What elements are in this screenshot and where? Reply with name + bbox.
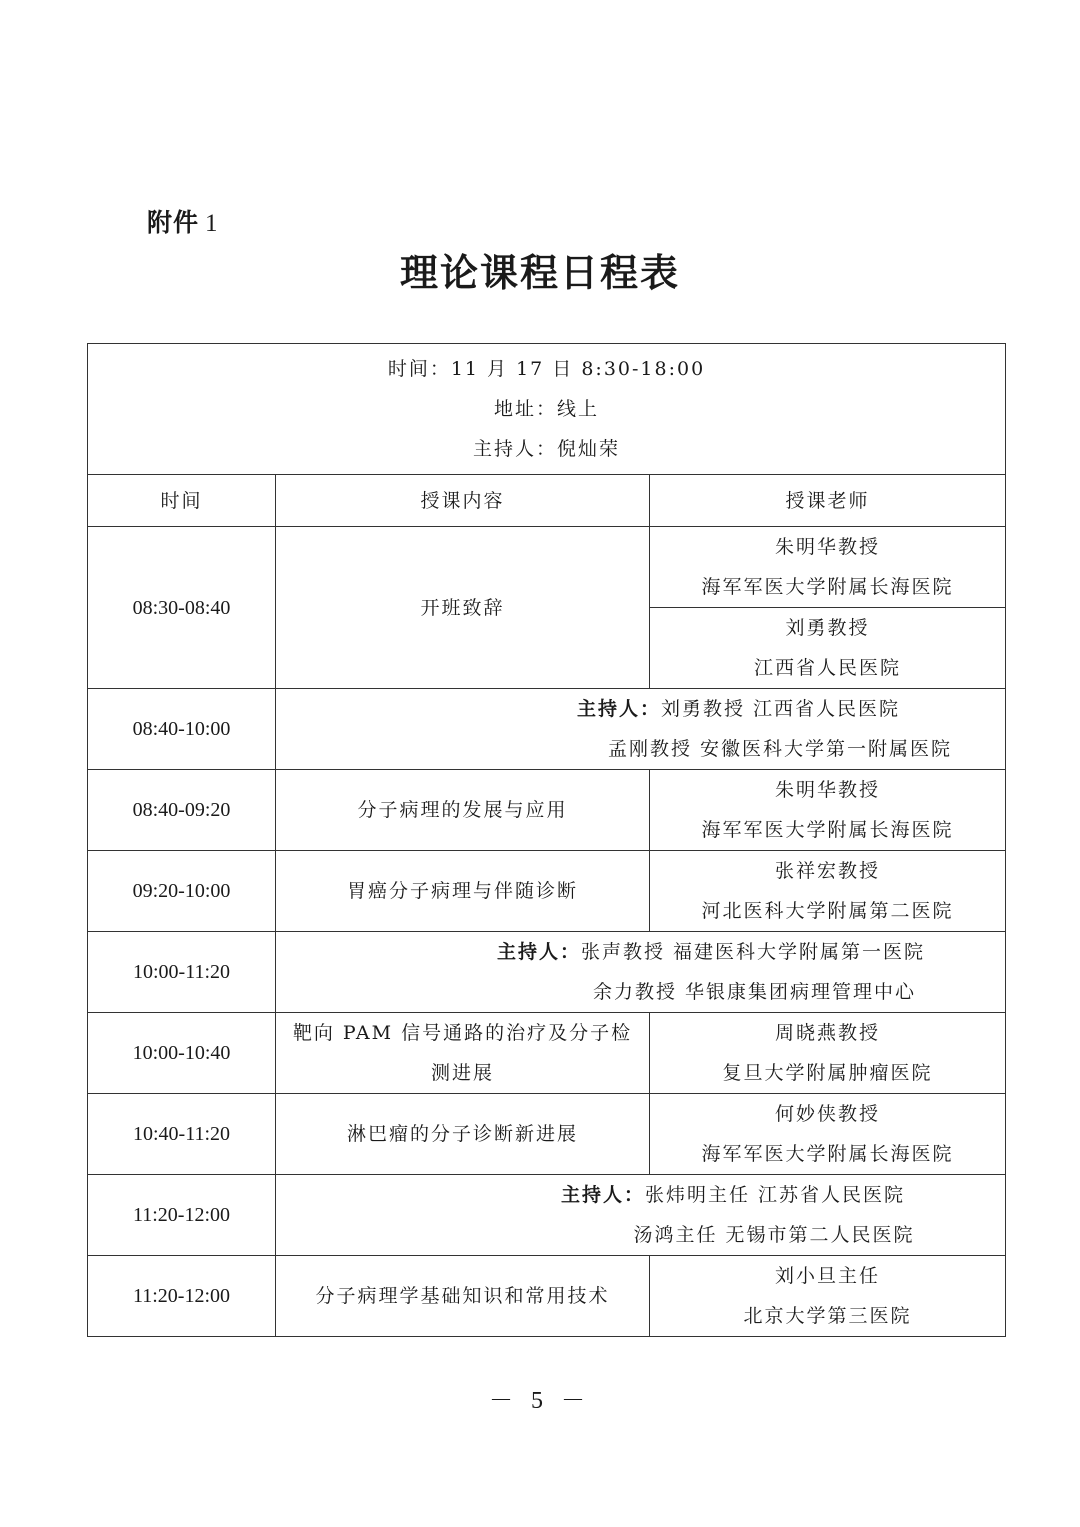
- teacher-org: 海军军医大学附属长海医院: [701, 819, 954, 841]
- row4-time: 10:00-10:40: [88, 1013, 276, 1094]
- content-line-2: 测进展: [430, 1062, 494, 1084]
- row1-content: 开班致辞: [276, 527, 650, 689]
- host-1: 张炜明主任 江苏省人民医院: [645, 1184, 906, 1206]
- row5-content: 淋巴瘤的分子诊断新进展: [276, 1094, 650, 1175]
- table-row: [88, 1256, 1006, 1337]
- teacher-name: 刘小旦主任: [775, 1265, 881, 1287]
- header-teacher: 授课老师: [650, 475, 1006, 527]
- table-row: [88, 851, 1006, 932]
- row6-time: 11:20-12:00: [88, 1256, 276, 1337]
- row4-teacher: [650, 1013, 1006, 1094]
- teacher-name: 周晓燕教授: [775, 1022, 881, 1044]
- row5-teacher: [650, 1094, 1006, 1175]
- host-1: 刘勇教授 江西省人民医院: [661, 698, 901, 720]
- session1-hosts: [276, 689, 1006, 770]
- teacher-name: 何妙侠教授: [775, 1103, 881, 1125]
- row3-time: 09:20-10:00: [88, 851, 276, 932]
- teacher-org: 海军军医大学附属长海医院: [701, 576, 954, 598]
- row6-content: 分子病理学基础知识和常用技术: [276, 1256, 650, 1337]
- table-row: [88, 770, 1006, 851]
- row1-teacher1: [650, 527, 1006, 608]
- attachment-label: [147, 203, 219, 239]
- row5-time: 10:40-11:20: [88, 1094, 276, 1175]
- row6-teacher: [650, 1256, 1006, 1337]
- info-row: [88, 344, 1006, 475]
- teacher-name: 朱明华教授: [775, 536, 881, 558]
- host-2: 孟刚教授 安徽医科大学第一附属医院: [607, 738, 953, 760]
- host-2: 汤鸿主任 无锡市第二人民医院: [633, 1224, 915, 1246]
- host-line-2: [276, 729, 1005, 769]
- host-1: 张声教授 福建医科大学附属第一医院: [581, 941, 926, 963]
- teacher-org: 江西省人民医院: [754, 657, 902, 679]
- page-number: － 5 －: [489, 1388, 591, 1414]
- host-line-1: [276, 1175, 1005, 1215]
- host-line-2: [276, 972, 1005, 1012]
- attachment-number: 1: [205, 210, 219, 237]
- row2-teacher: [650, 770, 1006, 851]
- session2-time: 10:00-11:20: [88, 932, 276, 1013]
- row2-content: 分子病理的发展与应用: [276, 770, 650, 851]
- header-row: [88, 475, 1006, 527]
- row3-content: 胃癌分子病理与伴随诊断: [276, 851, 650, 932]
- table-row: [88, 1013, 1006, 1094]
- row3-teacher: [650, 851, 1006, 932]
- teacher-name: 张祥宏教授: [775, 860, 881, 882]
- header-time: 时间: [88, 475, 276, 527]
- teacher-org: 复旦大学附属肿瘤医院: [722, 1062, 933, 1084]
- session-row: [88, 1175, 1006, 1256]
- session3-hosts: [276, 1175, 1006, 1256]
- session2-hosts: [276, 932, 1006, 1013]
- row1-time: 08:30-08:40: [88, 527, 276, 689]
- teacher-org: 北京大学第三医院: [743, 1305, 912, 1327]
- schedule-table: [87, 343, 1006, 1337]
- teacher-name: 刘勇教授: [785, 617, 870, 639]
- host-label: 主持人：: [560, 1184, 645, 1206]
- content-line-1: 靶向 PAM 信号通路的治疗及分子检: [292, 1022, 633, 1044]
- host-line-1: [276, 932, 1005, 972]
- host-line-1: [276, 689, 1005, 729]
- host-line-2: [276, 1215, 1005, 1255]
- row2-time: 08:40-09:20: [88, 770, 276, 851]
- table-row: [88, 1094, 1006, 1175]
- info-host: 主持人：倪灿荣: [473, 438, 621, 460]
- table-row: [88, 527, 1006, 608]
- host-2: 余力教授 华银康集团病理管理中心: [592, 981, 917, 1003]
- teacher-org: 河北医科大学附属第二医院: [701, 900, 954, 922]
- row1-teacher2: [650, 608, 1006, 689]
- teacher-name: 朱明华教授: [775, 779, 881, 801]
- info-time: 时间：11 月 17 日 8:30-18:00: [387, 358, 706, 380]
- header-content: 授课内容: [276, 475, 650, 527]
- session3-time: 11:20-12:00: [88, 1175, 276, 1256]
- teacher-org: 海军军医大学附属长海医院: [701, 1143, 954, 1165]
- page-title: 理论课程日程表: [399, 251, 680, 295]
- session-row: [88, 932, 1006, 1013]
- attachment-label-text: 附件: [147, 208, 200, 237]
- info-cell: [88, 344, 1006, 475]
- session1-time: 08:40-10:00: [88, 689, 276, 770]
- info-location: 地址：线上: [494, 398, 600, 420]
- host-label: 主持人：: [576, 698, 661, 720]
- row4-content: [276, 1013, 650, 1094]
- host-label: 主持人：: [496, 941, 581, 963]
- session-row: [88, 689, 1006, 770]
